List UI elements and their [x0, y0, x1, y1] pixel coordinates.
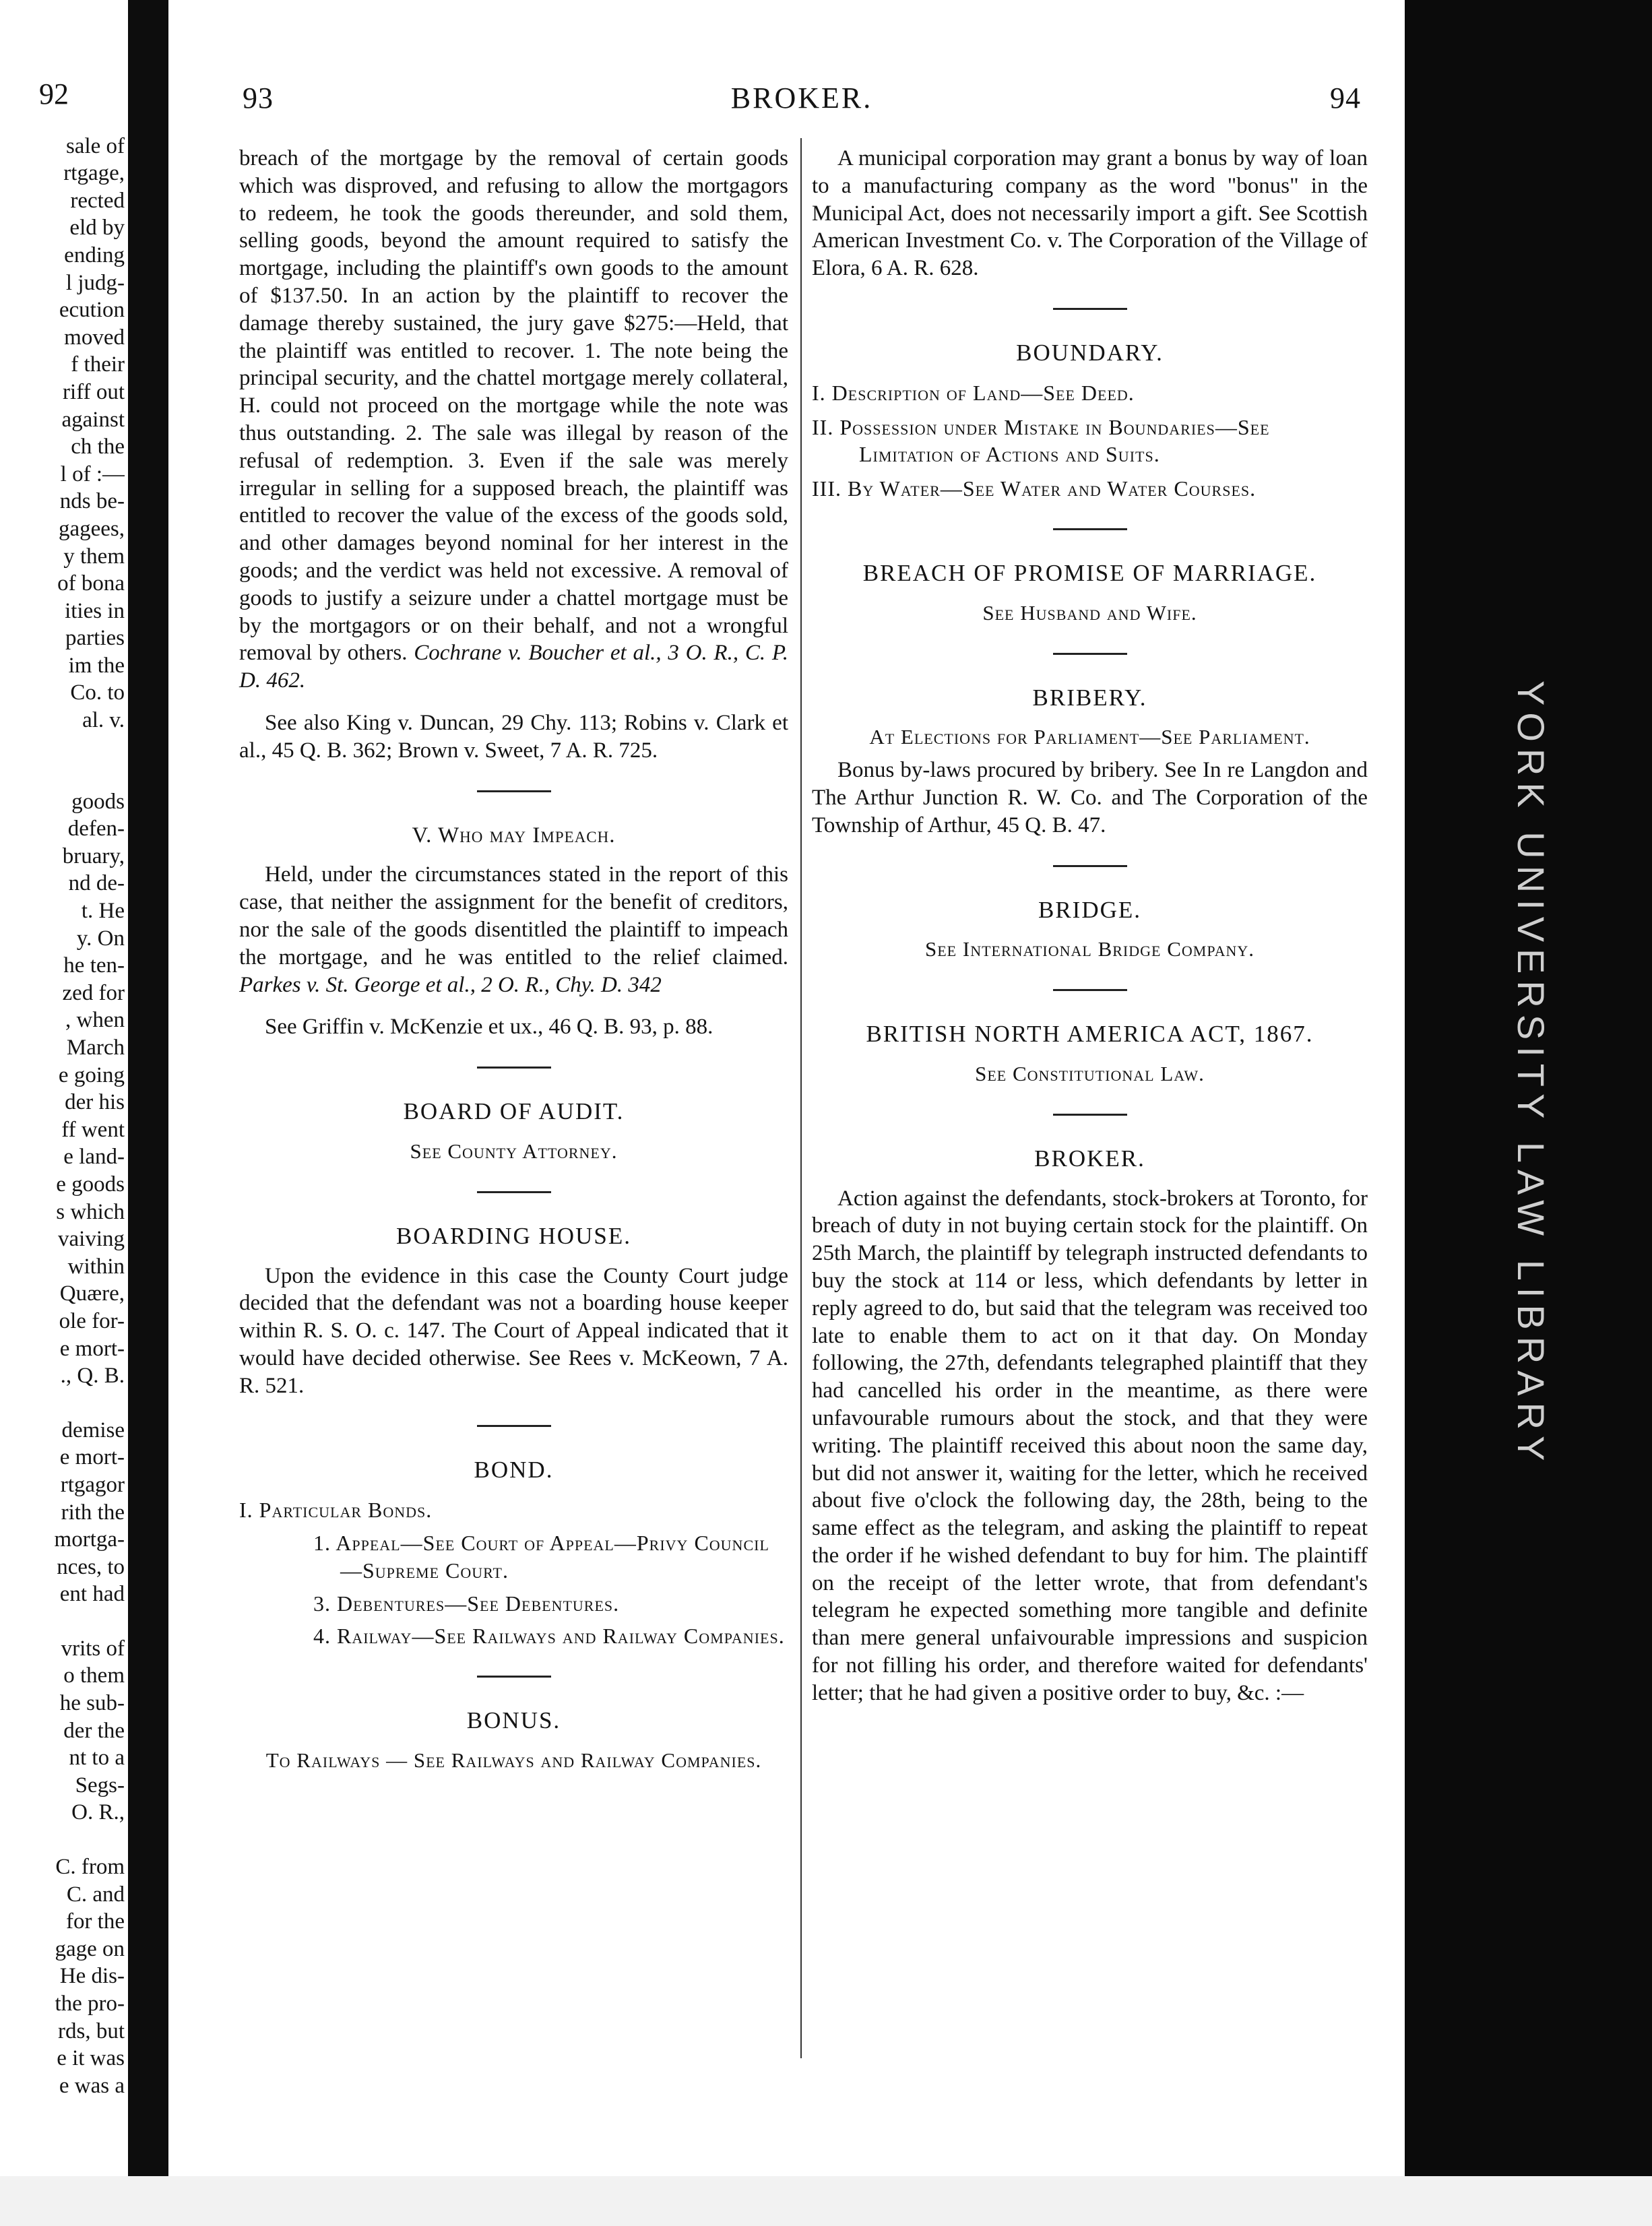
fragment-line: im the	[68, 653, 125, 678]
fragment-line: o them	[63, 1663, 125, 1688]
fragment-line: C. from	[55, 1855, 125, 1880]
heading-bna-act: BRITISH NORTH AMERICA ACT, 1867.	[866, 1021, 1314, 1048]
fragment-line: e mort-	[59, 1336, 125, 1361]
fragment-block-d	[0, 1635, 125, 1826]
fragment-block-b	[0, 788, 125, 1390]
fragment-line: he sub-	[59, 1691, 125, 1716]
heading-broker: BROKER.	[1034, 1145, 1145, 1172]
fragment-line: nces, to	[57, 1554, 125, 1579]
fragment-line: t. He	[81, 899, 125, 924]
bond-item-3: 3. Debentures—See Debentures.	[313, 1591, 620, 1616]
fragment-line: O. R.,	[71, 1800, 125, 1825]
boundary-item-ii: II. Possession under Mistake in Boundaries—See Limitation of Actions and Suits.	[812, 414, 1270, 467]
section-rule	[477, 1676, 551, 1678]
section-rule	[1053, 865, 1127, 867]
right-column-number: 94	[1330, 82, 1361, 115]
fragment-line: for the	[65, 1909, 125, 1934]
fragment-line: goods	[71, 789, 125, 814]
fragment-line: rith the	[61, 1500, 125, 1525]
fragment-line: within	[67, 1254, 125, 1279]
fragment-line: riff out	[63, 379, 125, 404]
boarding-house-paragraph: Upon the evidence in this case the County Court judge decided that the defendant was not a boarding house keeper within R. S. O. c. 147. The Court of Appeal indicated that it would have decided otherwise. See Rees v. McKeown, 7 A. R. 521.	[239, 1263, 788, 1398]
fragment-block-a	[0, 133, 125, 734]
heading-bridge: BRIDGE.	[1038, 896, 1142, 923]
fragment-block-e	[0, 1853, 125, 2099]
broker-paragraph: Action against the defendants, stock-brokers at Toronto, for breach of duty in not buying certain stock for the plaintiff. On 25th March, the plaintiff by telegraph instructed defendants to buy the stock at 114 or less, which defendants by letter in reply agreed to do, but said that the telegram was received too late to enable them to act on it that day. On Monday following, the 27th, defendants telegraphed plaintiff that they had cancelled his order in the meantime, as there were unfavourable rumours about the stock, and that they were writing. The plaintiff received this about noon the same day, but did not answer it, waiting for the letter, which he received about five o'clock the following day, the 28th, being to the same effect as the telegram, and asking the plaintiff to repeat the order if he wished defendant to buy for him. The plaintiff on the receipt of the letter wrote, that from defendant's telegram he expected something more tangible and definite than mere general unfaivourable impressions and suspicion for not filling his order, and therefore waited for defendants' letter; that he had given a positive order to buy, &c. :—	[812, 1186, 1368, 1705]
section-heading-who-may-impeach: V. Who may Impeach.	[412, 823, 616, 848]
column-94	[812, 145, 1368, 1707]
fragment-line: vrits of	[61, 1636, 125, 1661]
binding-shadow-left	[128, 0, 168, 2226]
heading-board-of-audit: BOARD OF AUDIT.	[403, 1098, 625, 1125]
fragment-line: nt to a	[69, 1746, 125, 1771]
fragment-line: he ten-	[63, 953, 125, 978]
fragment-line: mortga-	[54, 1527, 125, 1552]
fragment-line: March	[66, 1036, 125, 1060]
boundary-item-i: I. Description of Land—See Deed.	[812, 380, 1135, 405]
fragment-line: l of :—	[60, 462, 125, 486]
fragment-line: der his	[65, 1090, 125, 1115]
running-header	[243, 81, 1361, 121]
section-rule	[477, 1191, 551, 1193]
fragment-line: He dis-	[59, 1964, 125, 1989]
fragment-line: e goods	[56, 1172, 125, 1197]
fragment-line: eld by	[69, 216, 125, 241]
fragment-line: sale of	[65, 133, 125, 158]
section-rule	[477, 1425, 551, 1427]
fragment-line: gage on	[55, 1936, 125, 1961]
bonus-paragraph: A municipal corporation may grant a bonus by way of loan to a manufacturing company as the word "bonus" in the Municipal Act, does not necessarily import a gift. See Scottish American Investment Co. v. The Corporation of the Village of Elora, 6 A. R. 628.	[812, 146, 1368, 281]
fragment-line: nd de-	[68, 871, 125, 896]
mortgage-case-paragraph: breach of the mortgage by the removal of certain goods which was disproved, and refusing to allow the mortgagors to redeem, he took the goods thereunder, and sold them, selling goods, beyond the amount required to satisfy the mortgage, including the plaintiff's own goods to the amount of $137.50. In an action by the plaintiff to recover the damage thereby sustained, the jury gave $275:—Held, that the plaintiff was entitled to recover. 1. The note being the principal security, and the chattel mortgage merely collateral, H. could not proceed on the mortgage while the note was thus outstanding. 2. The sale was illegal by reason of the refusal of redemption. 3. Even if the sale was merely irregular in selling for a supposed breach, the plaintiff was entitled to recover the value of the excess of the goods sold, and other damages beyond nominal for her interest in the goods; and the verdict was held not excessive. A removal of goods to justify a seizure under a chattel mortgage must be by the mortgagors or on their behalf, and not a wrongful removal by others. Cochrane v. Boucher et al., 3 O. R., C. P. D. 462.	[239, 146, 788, 693]
fragment-line: against	[61, 407, 125, 432]
fragment-line: l judg-	[65, 270, 125, 295]
fragment-line: e mort-	[59, 1445, 125, 1470]
heading-boarding-house: BOARDING HOUSE.	[396, 1222, 631, 1249]
fragment-line: ., Q. B.	[60, 1364, 125, 1389]
library-stamp: YORK UNIVERSITY LAW LIBRARY	[1510, 680, 1552, 1468]
section-rule	[1053, 989, 1127, 991]
fragment-line: ecution	[59, 298, 125, 323]
fragment-line: C. and	[66, 1882, 125, 1907]
fragment-line: ff went	[61, 1117, 125, 1142]
fragment-line: e land-	[63, 1145, 125, 1170]
fragment-line: gagees,	[58, 516, 125, 541]
fragment-line: e was a	[59, 2073, 125, 2098]
fragment-line: bruary,	[62, 844, 125, 868]
impeach-paragraph: Held, under the circumstances stated in the report of this case, that neither the assignment for the benefit of creditors, nor the sale of the goods disentitled the plaintiff to impeach the mortgage, and he was entitled to the relief claimed. Parkes v. St. George et al., 2 O. R., Chy. D. 342	[239, 862, 788, 997]
fragment-line: rtgagor	[60, 1472, 125, 1497]
heading-bonus: BONUS.	[466, 1707, 561, 1734]
heading-boundary: BOUNDARY.	[1016, 339, 1164, 366]
fragment-line: vaiving	[58, 1227, 125, 1252]
previous-page-fragment	[0, 81, 125, 2169]
heading-bribery: BRIBERY.	[1032, 684, 1147, 711]
bond-item-1: 1. Appeal—See Court of Appeal—Privy Council—Supreme Court.	[313, 1531, 769, 1583]
fragment-line: ending	[64, 243, 125, 267]
fragment-line: nds be-	[59, 489, 125, 514]
fragment-line: e going	[58, 1062, 125, 1087]
section-rule	[1053, 653, 1127, 655]
cross-reference: To Railways — See Railways and Railway Companies.	[265, 1748, 762, 1773]
heading-breach-of-promise: BREACH OF PROMISE OF MARRIAGE.	[862, 559, 1317, 586]
fragment-line: rds, but	[58, 2018, 125, 2043]
left-column-number: 93	[243, 82, 274, 115]
fragment-line: of bona	[57, 571, 125, 596]
fragment-line: rected	[70, 188, 125, 213]
boundary-item-iii: III. By Water—See Water and Water Courses.	[812, 476, 1257, 501]
fragment-line: y. On	[76, 926, 125, 951]
bribery-paragraph: Bonus by-laws procured by bribery. See In re Langdon and The Arthur Junction R. W. Co. and The Corporation of the Township of Arthur, 45 Q. B. 47.	[812, 758, 1368, 837]
see-citation: See Griffin v. McKenzie et ux., 46 Q. B. 93, p. 88.	[265, 1015, 713, 1040]
fragment-line: ent had	[59, 1582, 125, 1607]
heading-bond: BOND.	[474, 1457, 554, 1484]
cross-reference: See International Bridge Company.	[925, 937, 1254, 961]
see-also-citations: See also King v. Duncan, 29 Chy. 113; Robins v. Clark et al., 45 Q. B. 362; Brown v. Sweet, 7 A. R. 725.	[239, 710, 788, 763]
fragment-line: ole for-	[59, 1308, 125, 1333]
running-title: BROKER.	[730, 82, 873, 115]
fragment-line: defen-	[67, 817, 125, 841]
fragment-line: zed for	[62, 980, 125, 1005]
case-citation: Parkes v. St. George et al., 2 O. R., Chy. D. 342	[239, 972, 662, 997]
column-93	[239, 145, 788, 1780]
cross-reference: See Husband and Wife.	[982, 600, 1197, 625]
fragment-line: f their	[71, 352, 125, 377]
fragment-line: Co. to	[70, 680, 125, 705]
section-rule	[1053, 528, 1127, 530]
fragment-line: ch the	[71, 435, 125, 459]
section-rule	[477, 790, 551, 792]
section-rule	[1053, 308, 1127, 310]
fragment-line: the pro-	[55, 1992, 125, 2016]
fragment-block-c	[0, 1417, 125, 1608]
fragment-line: parties	[65, 626, 125, 651]
fragment-line: der the	[63, 1718, 125, 1743]
column-divider	[800, 138, 802, 2058]
case-citation: Cochrane v. Boucher et al., 3 O. R., C. P. D. 462.	[239, 641, 788, 693]
cross-reference: See Constitutional Law.	[975, 1061, 1205, 1085]
fragment-line: y them	[63, 544, 125, 569]
fragment-line: e it was	[57, 2046, 125, 2071]
fragment-line: al. v.	[82, 708, 125, 733]
section-rule	[1053, 1114, 1127, 1116]
bribery-subheading: At Elections for Parliament—See Parliament.	[869, 725, 1310, 749]
cross-reference: See County Attorney.	[410, 1139, 618, 1163]
fragment-line: demise	[61, 1418, 125, 1442]
previous-page-number: 92	[39, 81, 69, 110]
bond-item-4: 4. Railway—See Railways and Railway Companies.	[313, 1624, 785, 1649]
page-bottom-margin	[0, 2176, 1652, 2226]
fragment-line: rtgage,	[63, 161, 125, 186]
fragment-line: Quære,	[59, 1281, 125, 1306]
fragment-line: s which	[56, 1199, 125, 1224]
bond-subsection-i: I. Particular Bonds.	[239, 1498, 433, 1523]
section-rule	[477, 1067, 551, 1069]
fragment-line: , when	[65, 1008, 125, 1033]
fragment-line: moved	[64, 325, 125, 350]
fragment-line: Segs-	[75, 1773, 125, 1798]
fragment-line: ities in	[65, 598, 125, 623]
